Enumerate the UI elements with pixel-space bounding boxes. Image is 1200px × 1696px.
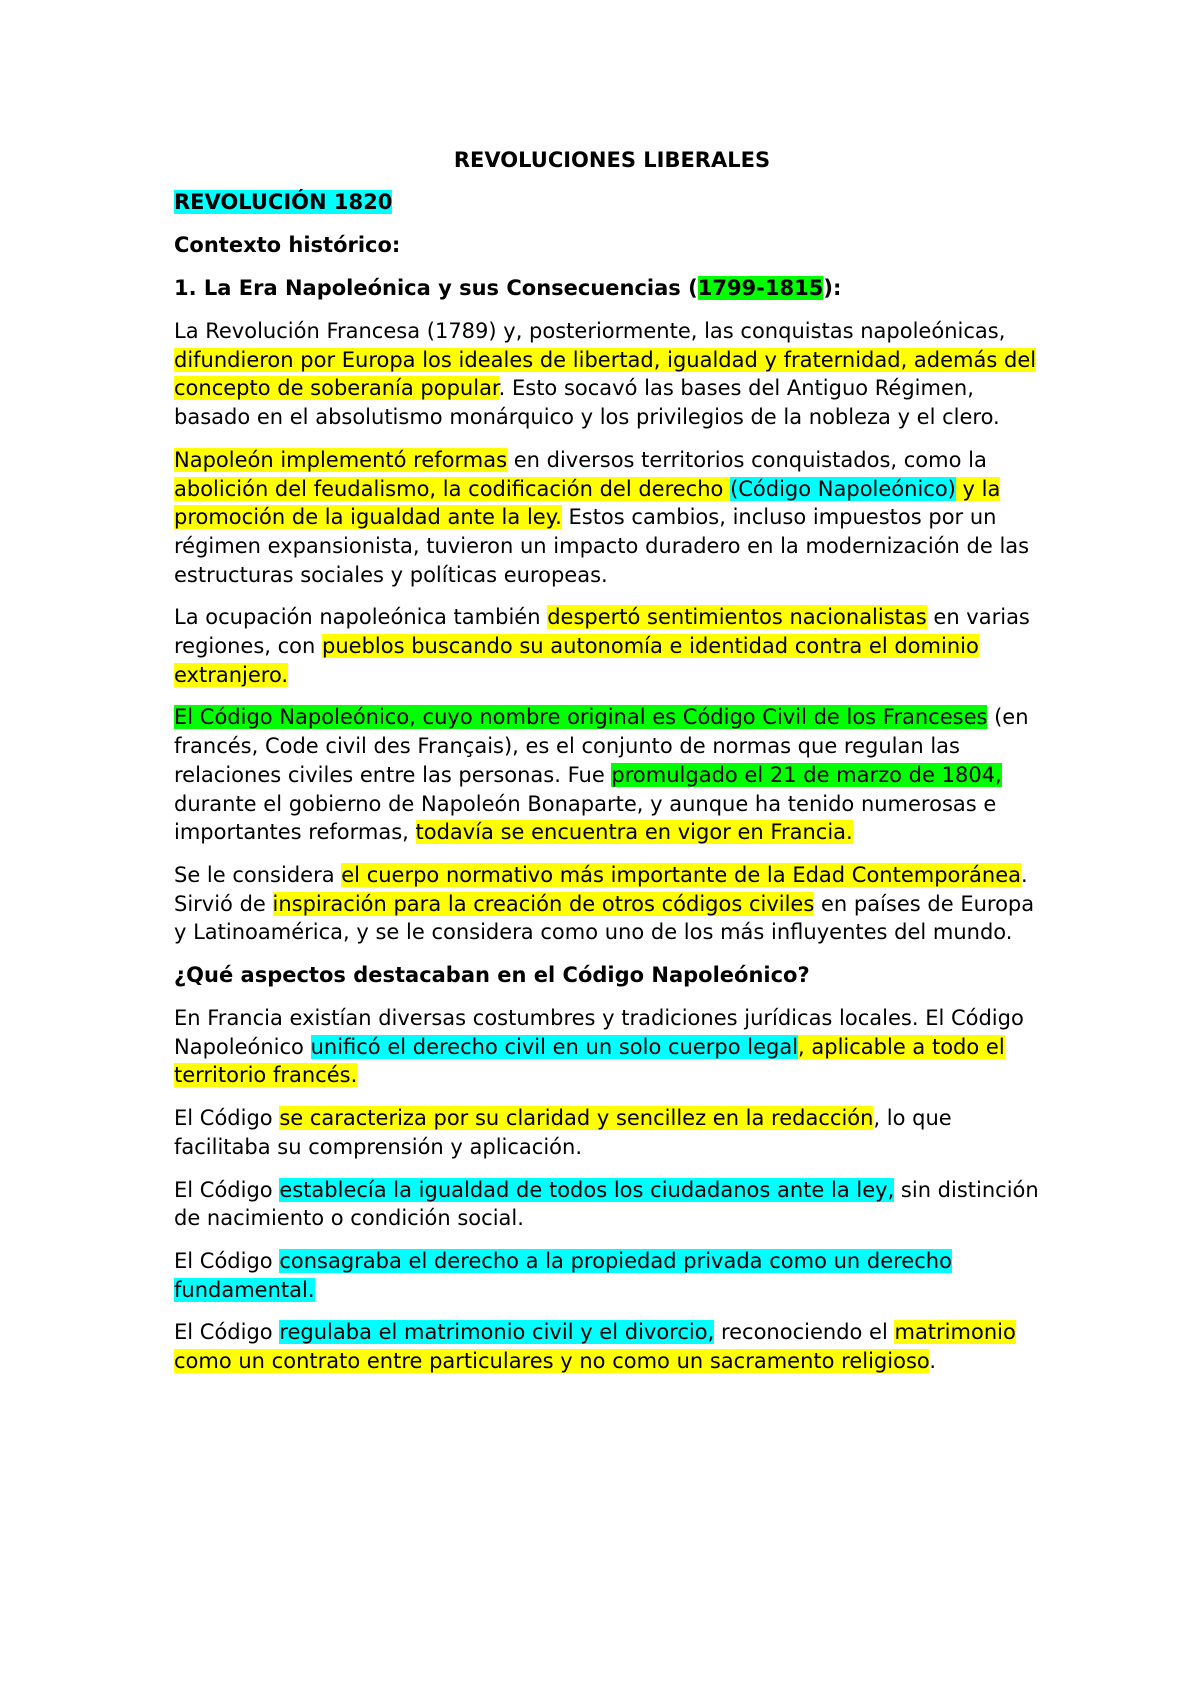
text-run: en varias regiones, con [174,605,1030,659]
text-run: El Código [174,1320,280,1345]
heading-era-napoleonica [174,274,1050,302]
text-run: La Revolución Francesa (1789) y, posteriormente, las conquistas napoleónicas, [174,319,1006,343]
highlight-green: El Código Napoleónico, cuyo nombre original es Código Civil de los Franceses [174,705,988,730]
highlight-yellow: abolición del feudalismo, la codificación del derecho [174,476,731,501]
highlight-cyan: establecía la igualdad de todos los ciudadanos ante la ley, [279,1177,895,1202]
paragraph-matrimonio [174,1318,1050,1375]
paragraph-reformas [174,446,1050,590]
highlight-cyan: (Código Napoleónico) [730,476,956,501]
text-run: El Código [174,1177,280,1202]
text-run: . Sirvió de [174,862,1028,916]
text-run: reconociendo el [714,1320,895,1345]
highlight-cyan: regulaba el matrimonio civil y el divorcio, [279,1320,715,1345]
paragraph-cuerpo-normativo [174,861,1050,947]
text-run: . Esto socavó las bases del Antiguo Régimen, basado en el absolutismo monárquico y los privilegios de la nobleza y el clero. [174,376,1000,430]
text-run: En Francia existían diversas costumbres y tradiciones jurídicas locales. El Código Napoleónico [174,1006,1024,1059]
highlight-green: 1799-1815 [697,276,824,300]
highlight-yellow: el cuerpo normativo más importante de la Edad Contemporánea [341,862,1021,887]
text-run: Estos cambios, incluso impuestos por un régimen expansionista, tuvieron un impacto duradero en la modernización de las estructuras sociales y políticas europeas. [174,505,1030,587]
text-run: El Código [174,1106,280,1131]
paragraph-igualdad [174,1176,1050,1233]
paragraph-unifico [174,1004,1050,1090]
highlight-yellow: y la promoción de la igualdad ante la ley. [174,476,1001,530]
heading-contexto: Contexto histórico: [174,233,401,257]
highlight-yellow: pueblos buscando su autonomía e identidad contra el dominio extranjero. [174,634,979,687]
heading-text: 1. La Era Napoleónica y sus Consecuencias ( [174,276,698,300]
paragraph-propiedad [174,1247,1050,1304]
highlight-yellow: , aplicable a todo el territorio francés. [174,1034,1005,1088]
paragraph-codigo-napoleonico [174,703,1050,847]
text-run: en países de Europa y Latinoamérica, y se le considera como uno de los más influyentes del mundo. [174,891,1035,945]
highlight-yellow: todavía se encuentra en vigor en Francia. [415,820,853,845]
paragraph-ocupacion [174,603,1050,689]
text-run: durante el gobierno de Napoleón Bonaparte, y aunque ha tenido numerosas e importantes reformas, [174,791,997,845]
highlight-yellow: se caracteriza por su claridad y sencillez en la redacción [279,1106,874,1131]
highlight-green: promulgado el 21 de marzo de 1804, [611,762,1002,787]
heading-text: ): [823,276,842,300]
highlight-yellow: inspiración para la creación de otros códigos civiles [272,891,815,916]
document-title: REVOLUCIONES LIBERALES [453,148,771,172]
heading-aspectos: ¿Qué aspectos destacaban en el Código Napoleónico? [174,963,810,988]
text-run: La ocupación napoleónica también [174,605,548,630]
text-run: sin distinción de nacimiento o condición social. [174,1177,1039,1231]
text-run: en diversos territorios conquistados, como la [507,447,987,472]
text-run: Se le considera [174,862,342,887]
highlight-yellow: difundieron por Europa los ideales de libertad, igualdad y fraternidad, además del concepto de soberanía popular [174,347,1037,401]
highlight-cyan: consagraba el derecho a la propiedad privada como un derecho fundamental. [174,1248,952,1302]
text-run: (en francés, Code civil des Français), es el conjunto de normas que regulan las relaciones civiles entre las personas. Fue [174,705,1029,787]
highlight-yellow: despertó sentimientos nacionalistas [547,605,927,630]
highlight-cyan: REVOLUCIÓN 1820 [174,190,393,214]
heading-revolucion-1820 [174,188,1050,216]
paragraph-revolucion-francesa [174,317,1050,432]
text-run: , lo que facilitaba su comprensión y aplicación. [174,1106,952,1159]
highlight-cyan: unificó el derecho civil en un solo cuerpo legal [310,1034,799,1059]
highlight-yellow: matrimonio como un contrato entre particulares y no como un sacramento religioso [174,1320,1016,1374]
paragraph-claridad [174,1104,1050,1161]
highlight-yellow: Napoleón implementó reformas [174,447,508,472]
text-run: El Código [174,1248,280,1273]
text-run: . [929,1349,937,1374]
